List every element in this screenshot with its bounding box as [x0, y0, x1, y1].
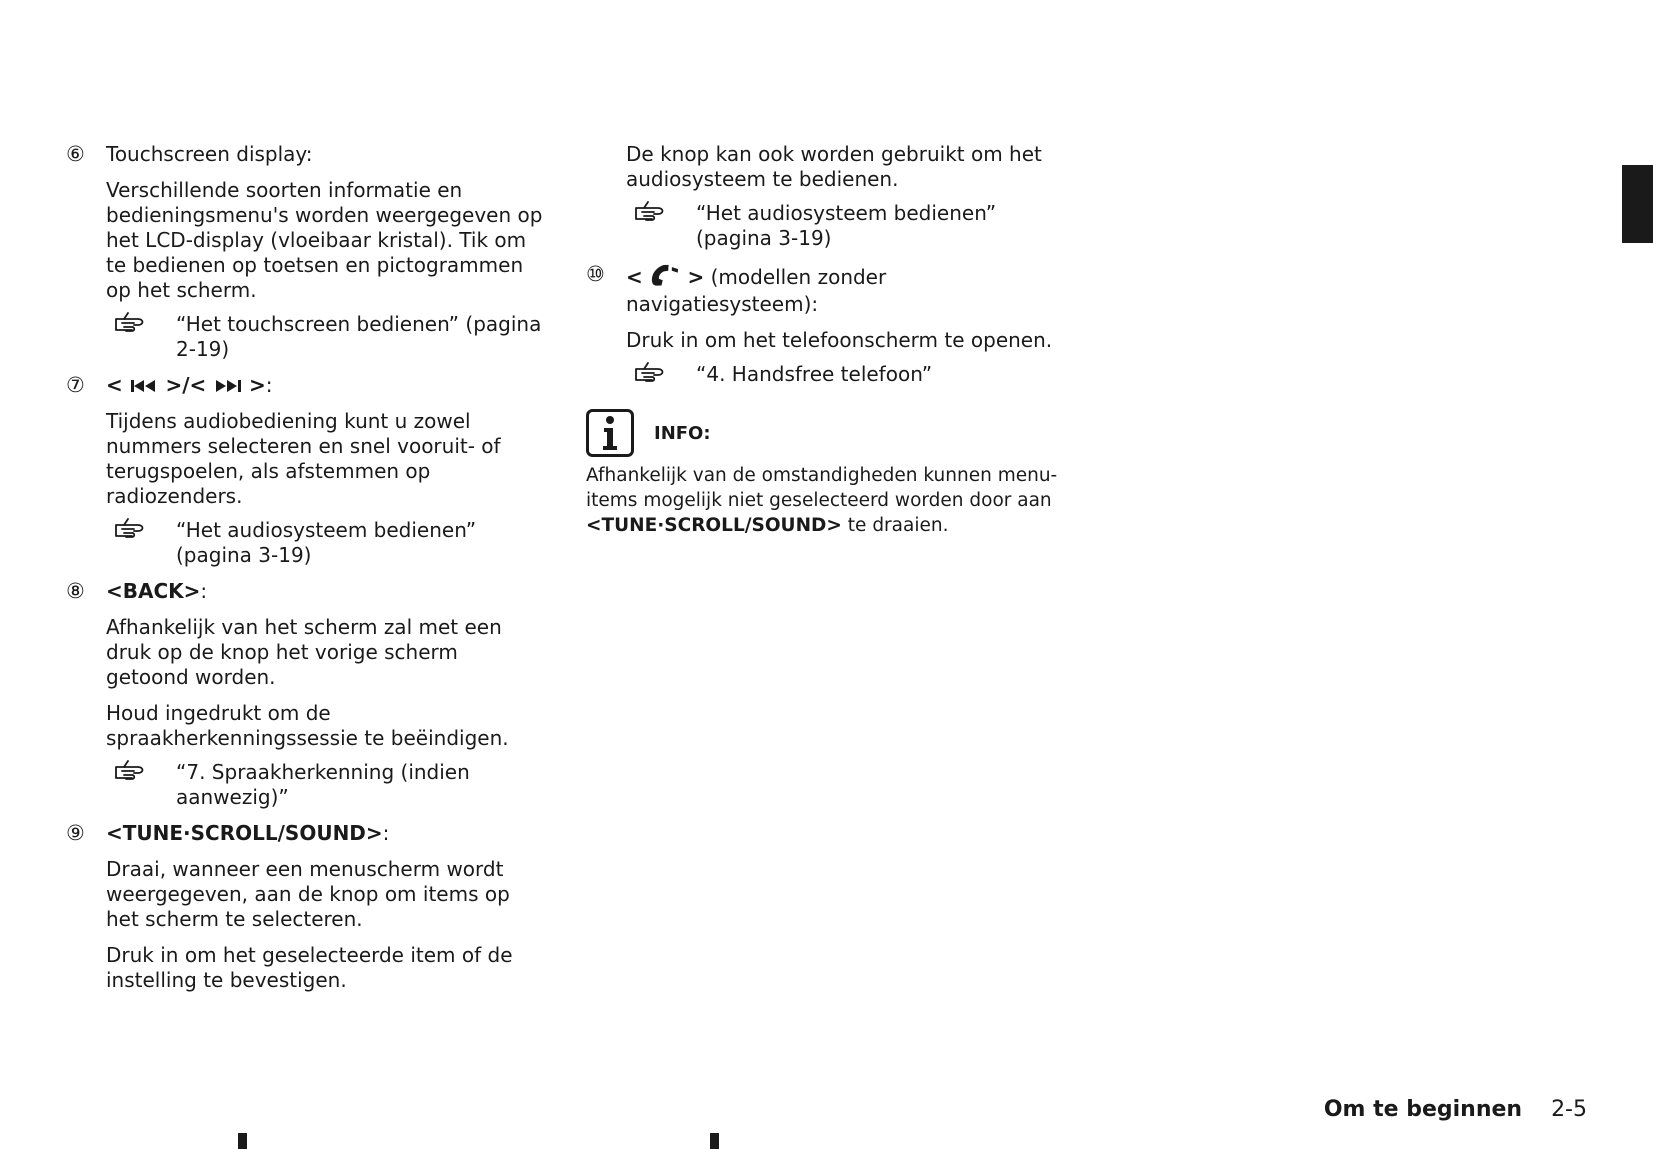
page-footer	[1324, 1097, 1587, 1122]
item-10-reference-text: “4. Handsfree telefoon”	[696, 362, 933, 386]
item-9-reference	[586, 201, 1076, 251]
footer-page-number: 2-5	[1551, 1097, 1587, 1122]
item-8-title-suffix: :	[200, 579, 208, 603]
item-8-number: ⑧	[66, 579, 85, 603]
item-7-reference	[66, 518, 546, 568]
pointing-hand-reference-icon	[114, 758, 150, 784]
pointing-hand-reference-icon	[114, 310, 150, 336]
item-8-title: <BACK>	[106, 579, 201, 603]
info-block	[586, 409, 1076, 538]
item-6-reference	[66, 312, 546, 362]
item-10-heading	[586, 262, 1076, 317]
item-10-title-suffix: (modellen zonder navigatiesysteem):	[626, 265, 887, 316]
item-9-title: <TUNE·SCROLL/SOUND>	[106, 821, 383, 845]
info-heading	[586, 409, 1076, 457]
item-6-title: Touchscreen display:	[106, 142, 313, 166]
item-7-reference-text: “Het audiosysteem bedienen” (pagina 3-19)	[176, 518, 477, 567]
item-7-number: ⑦	[66, 373, 85, 397]
item-7-title-open: <	[106, 373, 123, 397]
item-8-reference	[66, 760, 546, 810]
item-10-reference	[586, 362, 1076, 387]
item-9-number: ⑨	[66, 821, 85, 845]
footer-chapter-title: Om te beginnen	[1323, 1097, 1523, 1122]
crop-mark	[710, 1133, 719, 1149]
pointing-hand-reference-icon	[634, 199, 670, 225]
info-text-start: Afhankelijk van de omstandigheden kunnen menu-items mogelijk niet geselecteerd worden door aan	[586, 465, 1058, 511]
item-6-heading	[66, 142, 546, 167]
item-10-number: ⑩	[586, 262, 605, 286]
item-7-heading	[66, 373, 546, 398]
phone-handset-icon	[649, 262, 681, 292]
pointing-hand-reference-icon	[114, 516, 150, 542]
item-8-body-2: Houd ingedrukt om de spraakherkenningssessie te beëindigen.	[106, 701, 509, 750]
crop-mark	[238, 1133, 247, 1149]
item-9-title-suffix: :	[382, 821, 390, 845]
item-8-heading	[66, 579, 546, 604]
skip-next-icon	[213, 378, 243, 394]
item-6-number: ⑥	[66, 142, 85, 166]
item-8-body-1: Afhankelijk van het scherm zal met een druk op de knop het vorige scherm getoond worden.	[106, 615, 502, 689]
right-column	[586, 142, 1076, 538]
info-text-end: te draaien.	[841, 515, 949, 536]
item-7-body: Tijdens audiobediening kunt u zowel nummers selecteren en snel vooruit- of terugspoelen, als afstemmen op radiozenders.	[106, 409, 501, 508]
item-6-reference-text: “Het touchscreen bedienen” (pagina 2-19)	[176, 312, 542, 361]
item-8-reference-text: “7. Spraakherkenning (indien aanwezig)”	[176, 760, 470, 809]
item-7-title-close: >	[249, 373, 266, 397]
info-text-control: <TUNE·SCROLL/SOUND>	[586, 515, 842, 536]
item-7-title-mid: >/<	[165, 373, 207, 397]
info-label: INFO:	[654, 422, 711, 444]
section-edge-tab	[1622, 165, 1653, 243]
item-7-title-suffix: :	[265, 373, 273, 397]
item-9-reference-text: “Het audiosysteem bedienen” (pagina 3-19)	[696, 201, 997, 250]
item-9-body-1: Draai, wanneer een menuscherm wordt weergegeven, aan de knop om items op het scherm te selecteren.	[106, 857, 510, 931]
left-column	[66, 142, 546, 1004]
item-10-body: Druk in om het telefoonscherm te openen.	[626, 328, 1053, 352]
item-9-heading	[66, 821, 546, 846]
info-text	[586, 463, 1076, 538]
item-9-body-2: Druk in om het geselecteerde item of de instelling te bevestigen.	[106, 943, 513, 992]
item-10-title-open: <	[626, 265, 643, 289]
pointing-hand-reference-icon	[634, 360, 670, 386]
item-9-continued-body: De knop kan ook worden gebruikt om het audiosysteem te bedienen.	[626, 142, 1042, 191]
info-icon	[586, 409, 634, 457]
skip-previous-icon	[129, 378, 159, 394]
item-10-title-close: >	[687, 265, 705, 289]
item-6-body: Verschillende soorten informatie en bedieningsmenu's worden weergegeven op het LCD-display (vloeibaar kristal). Tik om te bedienen op toetsen en pictogrammen op het scherm.	[106, 178, 543, 302]
